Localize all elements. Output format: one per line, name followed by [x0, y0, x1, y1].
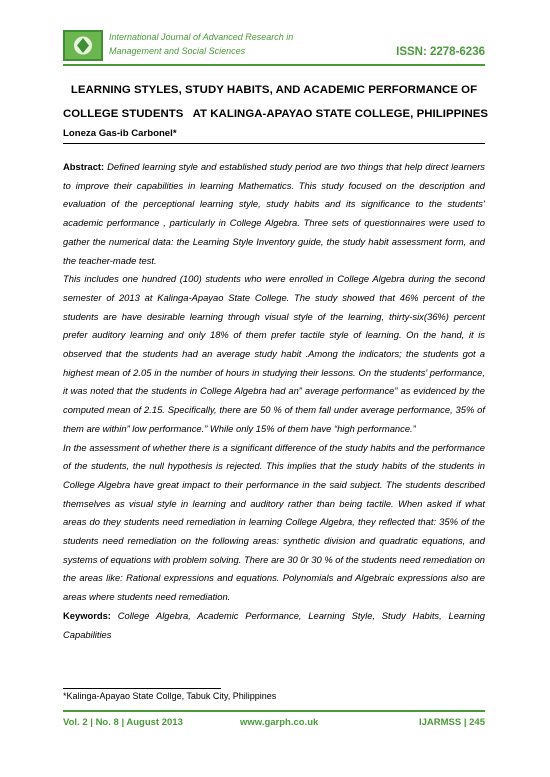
- footer-page-number: IJARMSS | 245: [418, 717, 485, 728]
- footer-website-link[interactable]: www.garph.co.uk: [240, 717, 319, 728]
- abstract-paragraph-1: [63, 158, 485, 270]
- abstract-paragraph-3: In the assessment of whether there is a significant difference of the study habits and the performance of the students, the null hypothesis is rejected. This implies that the study habits of the students in College Algebra have great impact to their performance in the said subject. The students described themselves as visual style in learning and auditory rather than being tactile. When asked if what areas do they students need remediation in learning College Algebra, they reflected that: 35% of the students need remediation on the following areas: synthetic division and quadratic equations, and systems of equations with problem solving. There are 30 0r 30 % of the students need remediation on the areas like: Rational expressions and equations. Polynomials and Algebraic expressions also are areas where students need remediation.: [63, 441, 485, 603]
- title-line2: COLLEGE STUDENTS AT KALINGA-APAYAO STATE COLLEGE, PHILIPPINES: [63, 108, 489, 120]
- footnote-divider: [63, 688, 221, 689]
- author-affiliation-footnote: *Kalinga-Apayao State Collge, Tabuk City, Philippines: [63, 691, 277, 701]
- title-line1: LEARNING STYLES, STUDY HABITS, AND ACADEMIC PERFORMANCE OF: [70, 84, 478, 96]
- abstract-section: [63, 158, 485, 644]
- page-footer: [63, 717, 485, 731]
- journal-logo-icon: [63, 30, 103, 61]
- author-divider: [63, 143, 485, 144]
- journal-name-line2: Management and Social Sciences: [109, 46, 246, 56]
- keywords-label: Keywords:: [63, 609, 111, 621]
- abstract-paragraph-2: This includes one hundred (100) students who were enrolled in College Algebra during the second semester of 2013 at Kalinga-Apayao State College. The study showed that 46% percent of the students are have desirable learning through visual style of the learning, thirty-six(36%) percent prefer auditory learning and only 18% of them prefer tactile style of learning. On the hand, it is observed that the students had an average study habit .Among the indicators; the students got a highest mean of 2.05 in the number of hours in studying their lessons. On the students’ performance, it was noted that the students in College Algebra had an” average performance” as evidenced by the computed mean of 2.15. Specifically, there are 50 % of them fall under average performance, 35% of them are within” low performance.” While only 15% of them have “high performance.”: [63, 273, 485, 434]
- footer-divider: [63, 710, 485, 712]
- header-divider: [63, 64, 485, 66]
- journal-header: [63, 28, 485, 64]
- abstract-text-1: Defined learning style and established study period are two things that help direct learners to improve their capabilities in learning Mathematics. This study focused on the description and evaluation of the perceptional learning style, study habits and its significance to the students’ academic performance , particularly in College Algebra. Three sets of questionnaires were used to gather the numerical data: the Learning Style Inventory guide, the study habit assessment form, and the teacher-made test.: [63, 161, 485, 266]
- footer-volume: Vol. 2 | No. 8 | August 2013: [63, 717, 183, 728]
- keywords-paragraph: [63, 607, 485, 644]
- journal-name: [109, 30, 293, 58]
- keywords-text: College Algebra, Academic Performance, Learning Style, Study Habits, Learning Capabilities: [63, 609, 485, 640]
- journal-name-line1: International Journal of Advanced Research in: [109, 32, 294, 42]
- author-name: Loneza Gas-ib Carbonel*: [63, 128, 177, 139]
- issn-label: ISSN: 2278-6236: [396, 46, 485, 58]
- paper-title: [63, 78, 489, 126]
- abstract-label: Abstract:: [63, 161, 105, 172]
